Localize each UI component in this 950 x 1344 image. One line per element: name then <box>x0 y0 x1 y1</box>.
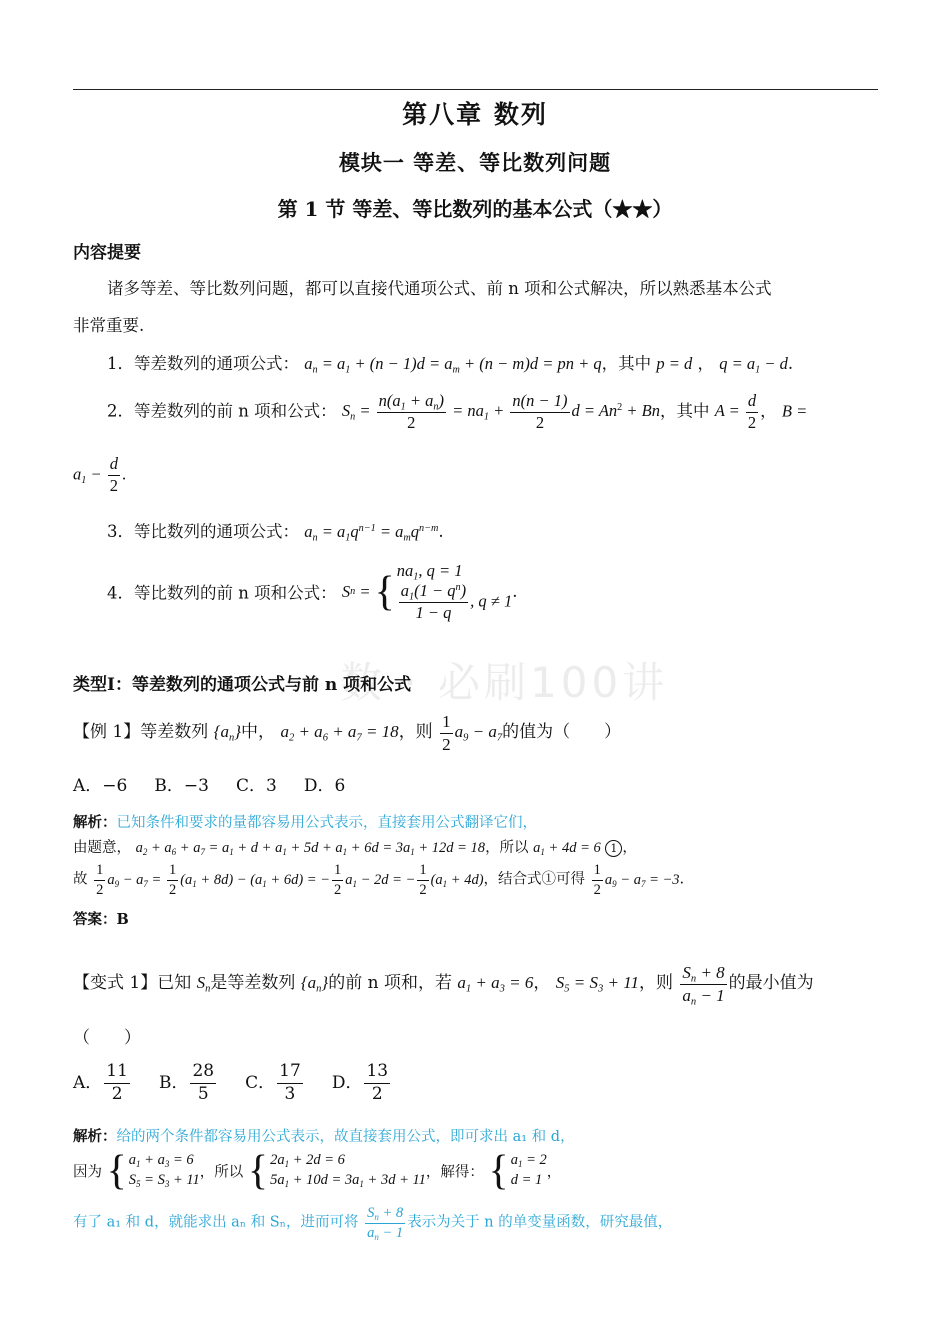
analysis-hint: 已知条件和要求的量都容易用公式表示，直接套用公式翻译它们， <box>116 815 537 831</box>
v-option-d: D． $\frac{13}{2}$ <box>331 1061 389 1104</box>
formula-2-expr: $S_n$ = $\frac{n(a_1 + a_n)}{2}$ = $na_1$ + $\frac{n(n - 1)}{2}$ $d = An^2 + Bn$ <box>341 391 660 432</box>
formula-2: 2．等差数列的前 n 项和公式： $S_n$ = $\frac{n(a_1 + a_n)}{2}$ = $na_1$ + $\frac{n(n - 1)}{2}$ $d = An^2 + Bn$，其中 A = $\frac{d}{2}$ ， B = <box>107 391 808 432</box>
variant-1-analysis: 解析：给的两个条件都容易用公式表示，故直接套用公式，即可求出 a₁ 和 d， <box>73 1128 575 1145</box>
example-1-answer: 答案：B <box>73 911 129 928</box>
v-option-a: A． $\frac{11}{2}$ <box>73 1061 128 1104</box>
summary-heading: 内容提要 <box>73 243 141 263</box>
formula-4: 4．等比数列的前 n 项和公式： S n = { $na_1$, q = 1 $\frac{a_1(1 - q^n)}{1 - q}$ , q ≠ 1 . <box>107 561 518 623</box>
formula-4-expr: S n = { $na_1$, q = 1 $\frac{a_1(1 - q^n)}{1 - q}$ , q ≠ 1 <box>341 561 513 623</box>
formula-1: 1．等差数列的通项公式： $a_n = a_1 + (n - 1)d = a_m + (n - m)d$ = pn + q，其中 p = d ， $q = a_1 - d$. <box>107 354 794 376</box>
example-1-analysis: 解析：已知条件和要求的量都容易用公式表示，直接套用公式翻译它们， <box>73 814 537 831</box>
option-a: A．−6 <box>73 776 128 796</box>
variant-analysis-hint: 给的两个条件都容易用公式表示，故直接套用公式，即可求出 a₁ 和 d， <box>116 1129 575 1145</box>
formula-4-label: 4．等比数列的前 n 项和公式： <box>107 583 337 603</box>
v-option-c: C． $\frac{17}{3}$ <box>245 1061 301 1104</box>
formula-3: 3．等比数列的通项公式： $a_n = a_1q^{n-1} = a_mq^{n-m}$. <box>107 522 444 544</box>
formula-2-B: $a_1$ − $\frac{d}{2}$ . <box>73 454 127 495</box>
formula-1-expr: $a_n = a_1 + (n - 1)d = a_m + (n - m)d$ = pn + q <box>304 354 602 376</box>
section-title: 第 1 节 等差、等比数列的基本公式（★★） <box>277 197 673 221</box>
variant-1-hint-2: 有了 a₁ 和 d，就能求出 aₙ 和 Sₙ，进而可将 $\frac{S_n + 8}{a_n - 1}$ 表示为关于 n 的单变量函数，研究最值， <box>73 1205 673 1242</box>
module-title: 模块一 等差、等比数列问题 <box>338 150 612 175</box>
variant-1-system: 因为 { $a_1 + a_3 = 6$ $S_5 = S_3 + 11$ ，所以 { $2a_1 + 2d = 6$ $5a_1 + 10d = 3a_1 + 3d + 11$ ，解得： { $a_1 = 2$ d = 1 ， <box>73 1148 562 1194</box>
variant-1-paren: （ ） <box>73 1028 141 1048</box>
example-1-line-2: 故 $\frac{1}{2}$ $a_9 - a_7$ = $\frac{1}{2}$ $(a_1 + 8d) - (a_1 + 6d)$ = − $\frac{1}{2}$ $a_1 - 2d$ = − $\frac{1}{2}$ $(a_1 + 4d)$，结合式①可得 $\frac{1}{2}$ $a_9 - a_7 = -3$. <box>73 862 685 898</box>
summary-intro: 诸多等差、等比数列问题，都可以直接代通项公式、前 n 项和公式解决，所以熟悉基本公式 <box>107 279 772 298</box>
example-1-question: 【例 1】等差数列 $\{a_n\}$中， $a_2 + a_6 + a_7 = 18$，则 $\frac{1}{2}$ $a_9 - a_7$的值为（ ） <box>73 712 622 754</box>
chapter-title: 第八章 数列 <box>402 100 548 129</box>
formula-1-label: 1．等差数列的通项公式： <box>107 354 299 373</box>
option-d: D．6 <box>303 776 346 796</box>
option-c: C．3 <box>235 776 277 796</box>
watermark: 数 · 必刷100讲 <box>340 658 669 707</box>
formula-3-expr: $a_n = a_1q^{n-1} = a_mq^{n-m}$ <box>304 522 439 544</box>
example-1-line-1: 由题意， $a_2 + a_6 + a_7 = a_1 + d + a_1 + 5d + a_1 + 6d = 3a_1 + 12d = 18$，所以 $a_1 + 4d = 6$ 1 ， <box>73 840 637 858</box>
variant-1-question: 【变式 1】已知 $S_n$是等差数列 $\{a_n\}$的前 n 项和，若 $a_1 + a_3 = 6$， $S_5 = S_3 + 11$，则 $\frac{S_n + 8}{a_n - 1}$ 的最小值为 <box>73 963 814 1008</box>
summary-intro-2: 非常重要. <box>73 316 145 335</box>
option-b: B．−3 <box>154 776 209 796</box>
formula-3-label: 3．等比数列的通项公式： <box>107 522 299 541</box>
example-1-options <box>73 771 345 796</box>
top-rule <box>73 89 878 90</box>
type1-heading: 类型Ⅰ：等差数列的通项公式与前 n 项和公式 <box>73 675 412 695</box>
variant-1-tag: 【变式 1】 <box>73 972 158 993</box>
v-option-b: B． $\frac{28}{5}$ <box>158 1061 215 1104</box>
example-1-tag: 【例 1】 <box>73 721 141 742</box>
formula-2-label: 2．等差数列的前 n 项和公式： <box>107 401 337 421</box>
variant-1-options <box>73 1062 392 1104</box>
